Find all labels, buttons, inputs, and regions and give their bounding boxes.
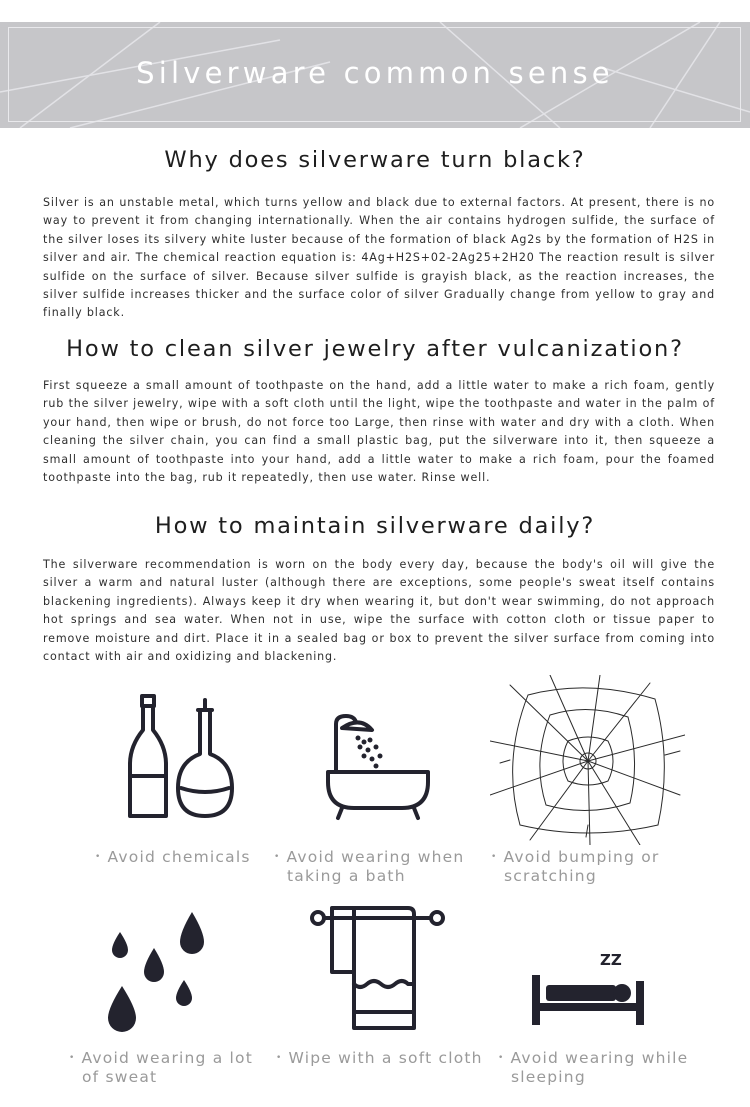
towel-rack-icon (310, 900, 445, 1035)
section-heading-maintain: How to maintain silverware daily? (154, 513, 596, 539)
tip-avoid-sleeping: • Avoid wearing while sleeping (498, 1049, 689, 1086)
section-body-why-black: Silver is an unstable metal, which turns yellow and black due to external factors. At present, there is no way to prevent it from changing internationally. When the air contains hydrogen sulfide, the surface of the silver loses its silvery white luster because of the formation of black Ag2s by the formation of H2S in silver and air. The chemical reaction equation is: 4Ag+H2S+02-2Ag25+2H20 The reaction result is silver sulfide on the surface of silver. Because silver sulfide is grayish black, as the reaction increases, the silver sulfide increases thicker and the surface color of silver Gradually change from yellow to gray and finally black. (43, 196, 715, 320)
section-body-maintain: The silverware recommendation is worn on the body every day, because the body's oil will give the silver a warm and natural luster (although there are exceptions, some people's sweat itself contains blackening ingredients). Always keep it dry when wearing it, but don't wear swimming, do not approach hot springs and sea water. When not in use, wipe the surface with cotton cloth or tissue paper to remove moisture and dirt. Place it in a sealed bag or box to prevent the silver surface from coming into contact with air and oxidizing and blackening. (43, 558, 715, 664)
bullet-icon: • (95, 852, 102, 862)
tip-avoid-chemicals: • Avoid chemicals (95, 848, 251, 866)
section-body-clean: First squeeze a small amount of toothpaste on the hand, add a little water to make a rich foam, gently rub the silver jewelry, wipe with a soft cloth until the light, wipe the toothpaste and water in the palm of your hand, then wipe or brush, do not force too Large, then rinse with water and dry with a cloth. When cleaning the silver chain, you can find a small plastic bag, put the silverware into it, then squeeze a small amount of toothpaste into your hand, add a little water to make a rich foam, pour the foamed toothpaste into the bag, rub it repeatedly, then use water. Rinse well. (43, 379, 715, 485)
tip-soft-cloth: • Wipe with a soft cloth (276, 1049, 483, 1067)
tip-avoid-bumping: • Avoid bumping or scratching (491, 848, 660, 885)
page-title: Silverware common sense (136, 56, 614, 90)
sweat-drops-icon (102, 910, 217, 1040)
section-heading-why-black: Why does silverware turn black? (164, 147, 586, 173)
bullet-icon: • (491, 852, 498, 862)
section-heading-clean: How to clean silver jewelry after vulcanization? (66, 336, 684, 362)
tip-avoid-bath: • Avoid wearing when taking a bath (274, 848, 465, 885)
header-banner (0, 22, 750, 128)
sleep-z-icon: ZZ (600, 951, 622, 969)
cracked-glass-icon (490, 675, 685, 845)
bullet-icon: • (274, 852, 281, 862)
chemical-bottles-icon (120, 692, 240, 822)
bullet-icon: • (69, 1053, 76, 1063)
bullet-icon: • (498, 1053, 505, 1063)
bathtub-shower-icon (320, 710, 435, 825)
bullet-icon: • (276, 1053, 283, 1063)
sleeping-bed-icon (530, 945, 650, 1030)
tip-avoid-sweat: • Avoid wearing a lot of sweat (69, 1049, 254, 1086)
